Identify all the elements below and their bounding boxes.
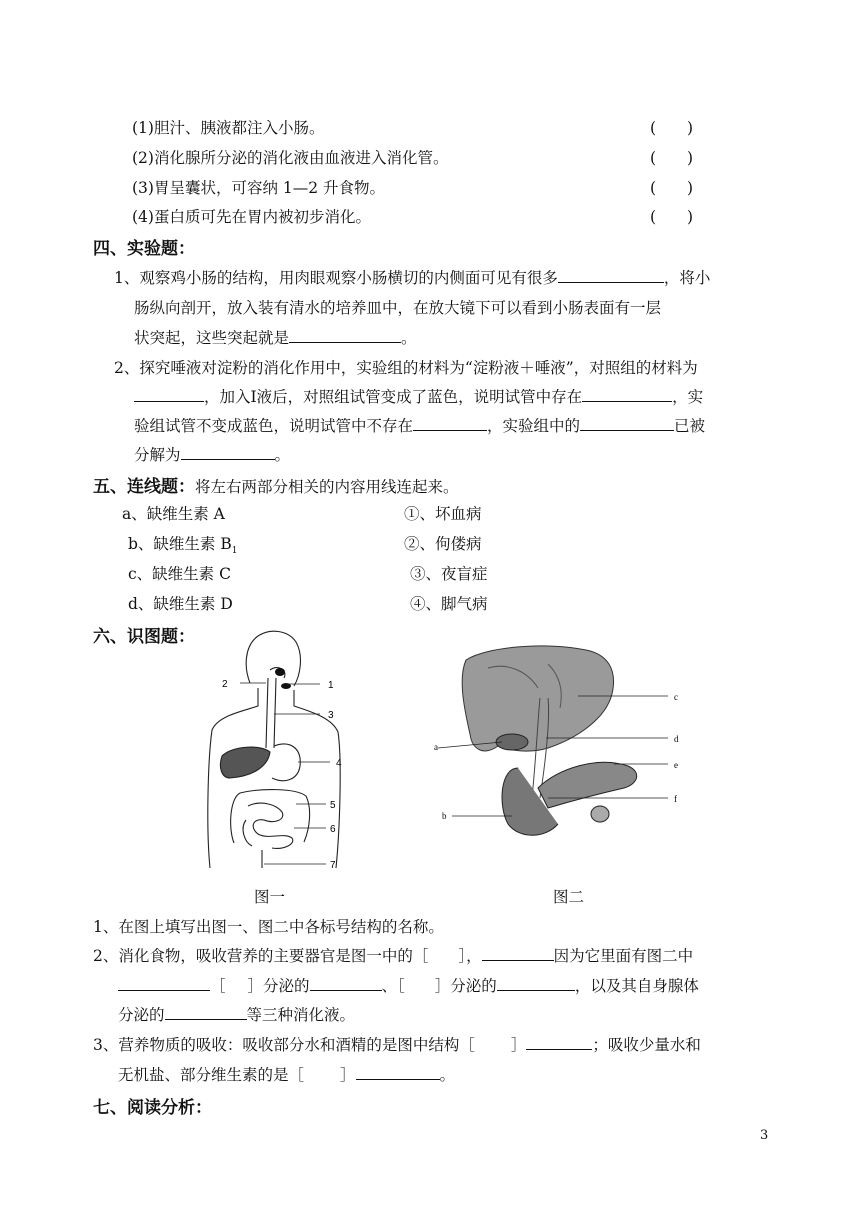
exp-q2-line1: 2、探究唾液对淀粉的消化作用中，实验组的材料为“淀粉液＋唾液”，对照组的材料为 [114, 359, 698, 377]
figure-1-caption: 图一 [254, 888, 286, 906]
blank[interactable] [482, 945, 554, 961]
blank[interactable] [497, 975, 575, 991]
blank[interactable] [289, 327, 401, 343]
match-left-d: d、缺维生素 D [128, 595, 233, 613]
blank[interactable] [356, 1064, 440, 1080]
match-left-c: c、缺维生素 C [128, 565, 231, 583]
figure-2-caption: 图二 [553, 888, 585, 906]
blank[interactable] [310, 975, 382, 991]
blank[interactable] [582, 386, 672, 402]
fig2-label-a: a [434, 742, 438, 752]
section-4-title: 四、实验题： [93, 239, 195, 259]
fig2-label-c: c [674, 692, 678, 702]
blank[interactable] [413, 415, 487, 431]
judge-answer-2[interactable]: ( ) [650, 149, 694, 167]
fig-q2-line3: 分泌的 等三种消化液。 [118, 1006, 356, 1024]
match-left-b: b、缺维生素 $B_1$ [128, 535, 238, 557]
fig1-label-1: 1 [328, 680, 334, 691]
fig-q2-line2: ［ ］分泌的 、［ ］分泌的 ，以及其自身腺体 [118, 974, 699, 996]
exp-q1-line3: 状突起，这些突起就是 。 [134, 329, 417, 347]
blank[interactable] [526, 1034, 592, 1050]
fig2-label-f: f [674, 794, 677, 804]
blank[interactable] [580, 415, 674, 431]
exp-q2-line3: 验组试管不变成蓝色，说明试管中不存在 ，实验组中的 已被 [134, 417, 706, 435]
match-right-2: ②、佝偻病 [404, 535, 482, 553]
blank[interactable] [558, 267, 664, 283]
fig2-label-d: d [674, 734, 679, 744]
blank[interactable] [165, 1004, 247, 1020]
figure-2-liver-pancreas [428, 638, 693, 843]
judge-answer-4[interactable]: ( ) [650, 208, 694, 226]
section-7-title: 七、阅读分析： [93, 1098, 212, 1118]
exp-q1-line2: 肠纵向剖开，放入装有清水的培养皿中，在放大镜下可以看到小肠表面有一层 [134, 299, 662, 317]
judge-item-2: (2)消化腺所分泌的消化液由血液进入消化管。 [132, 149, 449, 167]
blank[interactable] [181, 444, 275, 460]
match-left-a: a、缺维生素 A [122, 505, 225, 523]
fig2-label-e: e [674, 760, 678, 770]
fig1-label-6: 6 [330, 824, 336, 835]
judge-answer-3[interactable]: ( ) [650, 179, 694, 197]
judge-item-3: (3)胃呈囊状，可容纳 1—2 升食物。 [132, 179, 386, 197]
blank[interactable] [118, 975, 210, 991]
section-6-title: 六、识图题： [93, 627, 195, 647]
section-5-header [93, 472, 459, 497]
fig-q2-line1: 2、消化食物，吸收营养的主要器官是图一中的［ ］， 因为它里面有图二中 [93, 947, 694, 965]
match-right-4: ④、脚气病 [410, 595, 488, 613]
exp-q2-line2: ，加入Ⅰ液后，对照组试管变成了蓝色，说明试管中存在 ，实 [134, 385, 703, 407]
match-right-3: ③、夜盲症 [410, 565, 488, 583]
fig1-label-4: 4 [336, 758, 342, 769]
page-number: 3 [760, 1128, 769, 1143]
fig1-label-2: 2 [222, 679, 228, 690]
exp-q1-line1: 1、观察鸡小肠的结构，用肉眼观察小肠横切的内侧面可见有很多 ，将小 [114, 269, 711, 287]
fig1-label-5: 5 [330, 800, 336, 811]
exp-q2-line4: 分解为 。 [134, 446, 291, 464]
judge-item-1: (1)胆汁、胰液都注入小肠。 [132, 119, 325, 137]
fig1-label-3: 3 [328, 710, 334, 721]
section-5-instruction: 将左右两部分相关的内容用线连起来。 [195, 478, 459, 496]
judge-answer-1[interactable]: ( ) [650, 119, 694, 137]
fig2-label-b: b [442, 811, 447, 821]
fig-q3-line2: 无机盐、部分维生素的是［ ］ 。 [118, 1066, 456, 1084]
figure-1-digestive-system [200, 628, 360, 873]
fig-q1: 1、在图上填写出图一、图二中各标号结构的名称。 [93, 918, 444, 936]
blank[interactable] [134, 386, 204, 402]
judge-item-4: (4)蛋白质可先在胃内被初步消化。 [132, 208, 371, 226]
fig1-label-7: 7 [330, 860, 336, 871]
section-5-title: 五、连线题： [93, 477, 195, 497]
fig-q3-line1: 3、营养物质的吸收：吸收部分水和酒精的是图中结构［ ］ ；吸收少量水和 [93, 1036, 701, 1054]
match-right-1: ①、坏血病 [404, 505, 482, 523]
